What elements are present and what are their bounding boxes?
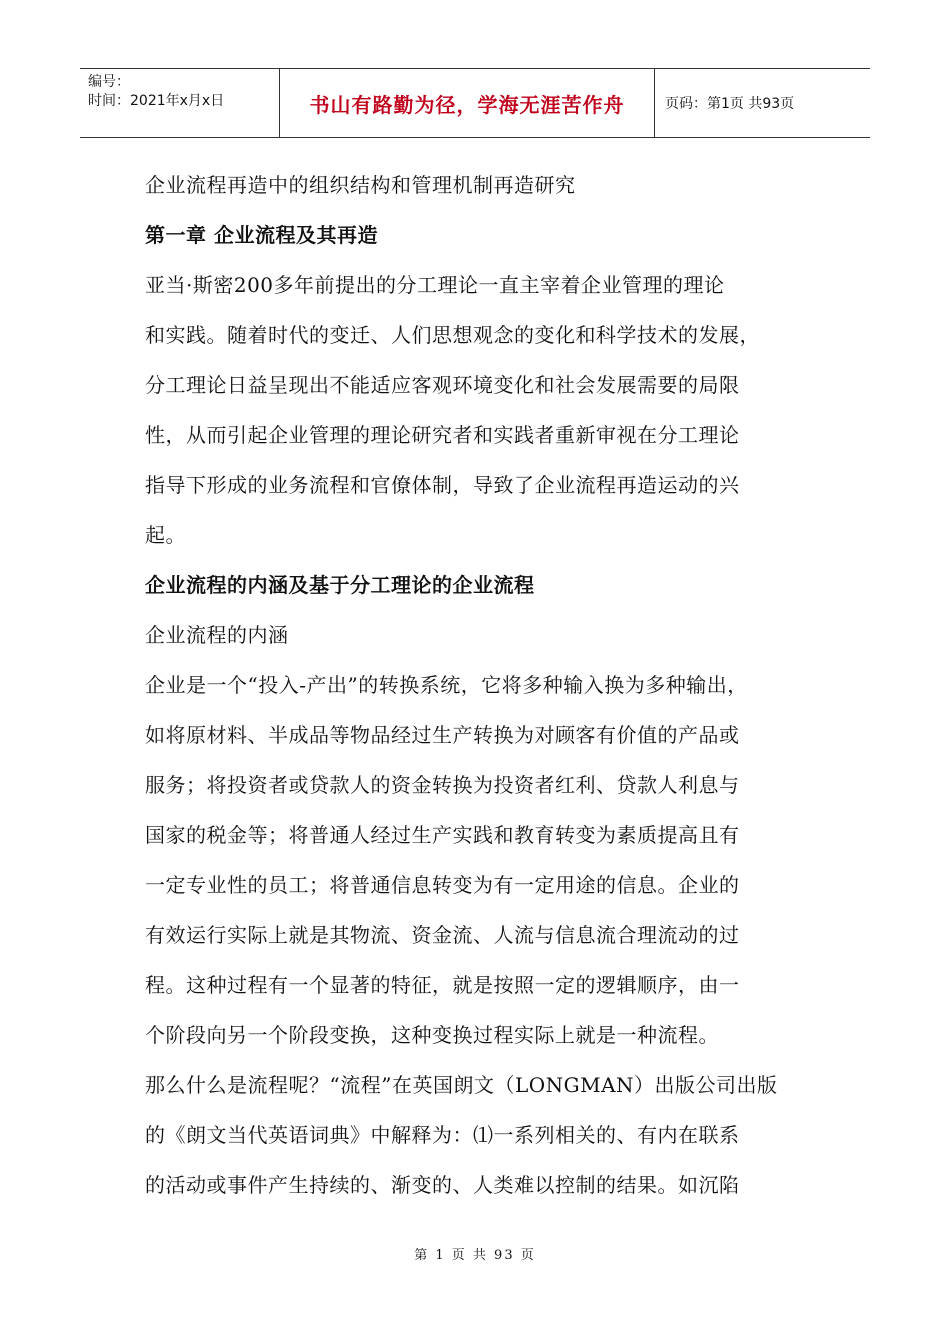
text-line: 性，从而引起企业管理的理论研究者和实践者重新审视在分工理论 [145, 423, 740, 447]
text-line: 企业是一个“投入-产出”的转换系统，它将多种输入换为多种输出， [145, 673, 748, 697]
text-line: 国家的税金等；将普通人经过生产实践和教育转变为素质提高且有 [145, 823, 740, 847]
text-line: 亚当·斯密200多年前提出的分工理论一直主宰着企业管理的理论 [145, 273, 725, 297]
text-line: 的《朗文当代英语词典》中解释为：⑴一系列相关的、有内在联系 [145, 1123, 740, 1147]
paragraph-2 [145, 660, 825, 1060]
page-footer: 第 1 页 共 93 页 [414, 1248, 536, 1263]
text-line: 个阶段向另一个阶段变换，这种变换过程实际上就是一种流程。 [145, 1023, 719, 1047]
document-number-label: 编号： [88, 74, 130, 90]
section-heading: 企业流程的内涵及基于分工理论的企业流程 [145, 573, 535, 597]
subsection-heading: 企业流程的内涵 [145, 623, 289, 647]
text-line: 和实践。随着时代的变迁、人们思想观念的变化和科学技术的发展， [145, 323, 760, 347]
text-line: 程。这种过程有一个显著的特征，就是按照一定的逻辑顺序，由一 [145, 973, 740, 997]
chapter-heading: 第一章 企业流程及其再造 [145, 223, 378, 247]
document-title: 企业流程再造中的组织结构和管理机制再造研究 [145, 173, 576, 197]
page-header [80, 68, 870, 138]
text-line: 的活动或事件产生持续的、渐变的、人类难以控制的结果。如沉陷 [145, 1173, 740, 1197]
text-line: 有效运行实际上就是其物流、资金流、人流与信息流合理流动的过 [145, 923, 740, 947]
paragraph-1 [145, 260, 825, 560]
text-line: 起。 [145, 523, 186, 547]
text-line: 一定专业性的员工；将普通信息转变为有一定用途的信息。企业的 [145, 873, 740, 897]
text-line: 服务；将投资者或贷款人的资金转换为投资者红利、贷款人利息与 [145, 773, 740, 797]
text-line: 如将原材料、半成品等物品经过生产转换为对顾客有价值的产品或 [145, 723, 740, 747]
paragraph-3 [145, 1060, 825, 1210]
text-line: 指导下形成的业务流程和官僚体制，导致了企业流程再造运动的兴 [145, 473, 740, 497]
document-time-label: 时间：2021年x月x日 [88, 93, 225, 109]
header-meta [80, 69, 280, 137]
document-body [145, 160, 825, 1210]
header-motto: 书山有路勤为径，学海无涯苦作舟 [280, 69, 655, 137]
header-page-info: 页码：第1页 共93页 [665, 96, 795, 112]
text-line: 那么什么是流程呢？“流程”在英国朗文（LONGMAN）出版公司出版 [145, 1073, 778, 1097]
text-line: 分工理论日益呈现出不能适应客观环境变化和社会发展需要的局限 [145, 373, 740, 397]
